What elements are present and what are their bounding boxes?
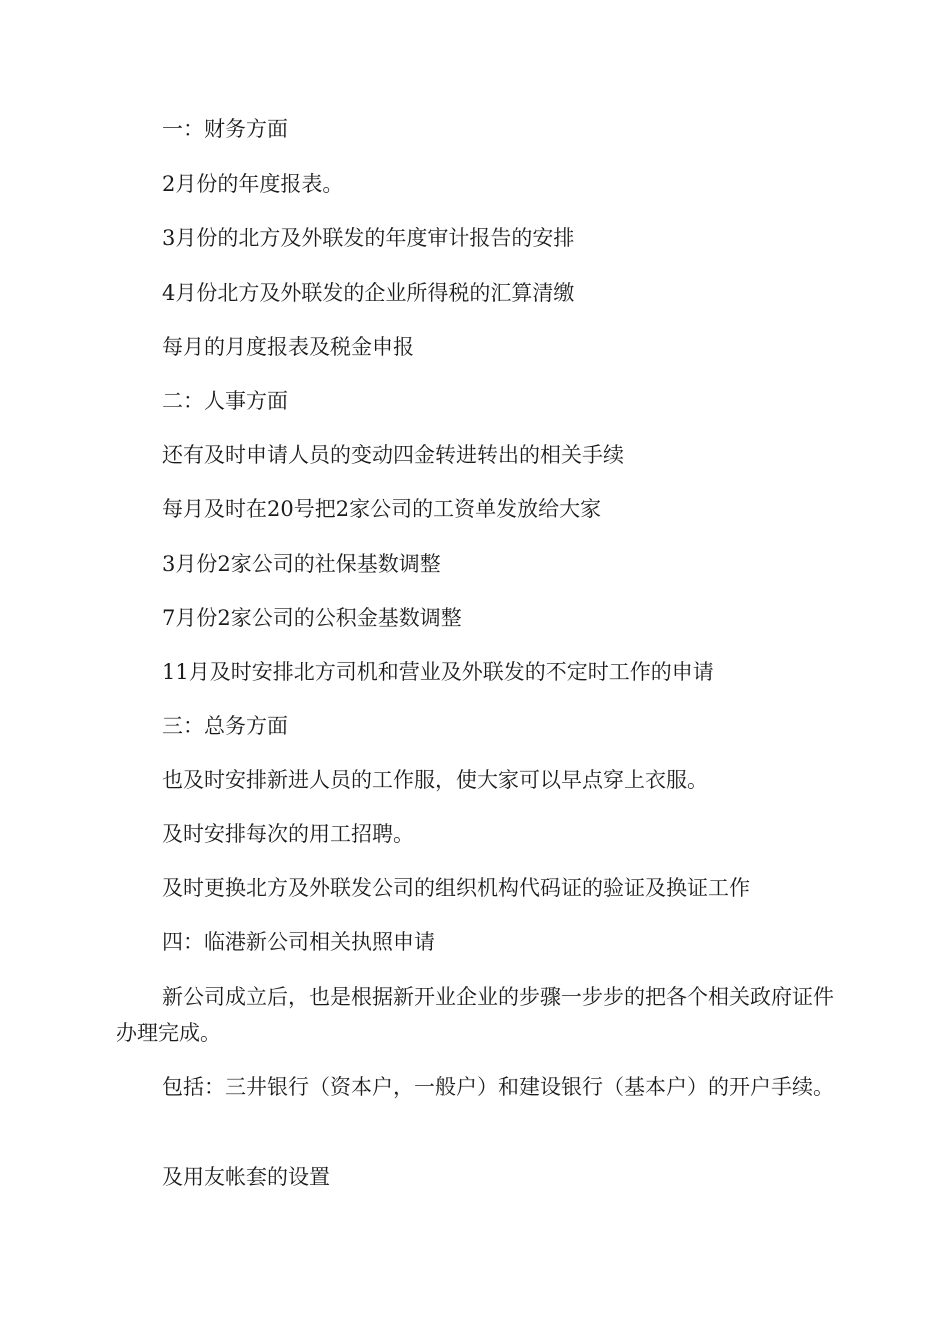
paragraph: 还有及时申请人员的变动四金转进转出的相关手续 <box>162 443 624 467</box>
paragraph: 11月及时安排北方司机和营业及外联发的不定时工作的申请 <box>162 660 714 684</box>
paragraph: 2月份的年度报表。 <box>162 172 344 196</box>
paragraph: 新公司成立后，也是根据新开业企业的步骤一步步的把各个相关政府证件办理完成。 <box>116 985 834 1045</box>
paragraph: 及时安排每次的用工招聘。 <box>162 822 414 846</box>
section-heading-new-company: 四：临港新公司相关执照申请 <box>162 930 435 954</box>
paragraph: 7月份2家公司的公积金基数调整 <box>162 606 462 630</box>
paragraph: 包括：三井银行（资本户，一般户）和建设银行（基本户）的开户手续。 <box>162 1075 834 1099</box>
paragraph: 4月份北方及外联发的企业所得税的汇算清缴 <box>162 281 575 305</box>
paragraph: 3月份的北方及外联发的年度审计报告的安排 <box>162 226 575 250</box>
section-heading-personnel: 二：人事方面 <box>162 389 288 413</box>
section-heading-general-affairs: 三：总务方面 <box>162 714 288 738</box>
paragraph: 也及时安排新进人员的工作服，使大家可以早点穿上衣服。 <box>162 768 708 792</box>
paragraph: 每月及时在20号把2家公司的工资单发放给大家 <box>162 497 602 521</box>
paragraph: 及用友帐套的设置 <box>162 1165 330 1189</box>
section-heading-finance: 一：财务方面 <box>162 117 288 141</box>
paragraph: 3月份2家公司的社保基数调整 <box>162 552 441 576</box>
paragraph: 及时更换北方及外联发公司的组织机构代码证的验证及换证工作 <box>162 876 750 900</box>
paragraph: 每月的月度报表及税金申报 <box>162 335 414 359</box>
